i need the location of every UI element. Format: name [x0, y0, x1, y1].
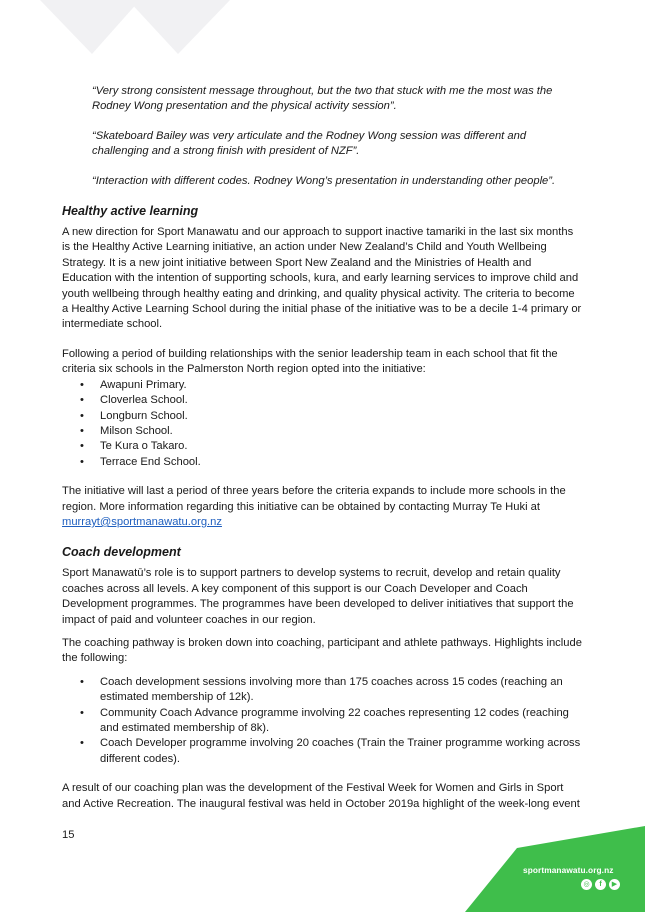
- paragraph: A new direction for Sport Manawatu and our approach to support inactive tamariki in the last six months is the Healthy Active Learning initiative, an action under New Zealand’s Child and Youth Wellbeing Strategy. It is a new joint initiative between Sport New Zealand and the Ministries of Health and Education with the intention of supporting schools, kura, and early learning services to improve child and youth wellbeing through healthy eating and drinking, and quality physical activity. The criteria to become a Healthy Active Learning School during the initial phase of the initiative was to be a decile 1-4 primary or intermediate school.: [62, 226, 582, 331]
- facebook-icon[interactable]: f: [595, 879, 606, 890]
- email-link[interactable]: murrayt@sportmanawatu.org.nz: [62, 515, 222, 528]
- highlights-list: [62, 675, 582, 767]
- page-content: [62, 84, 582, 812]
- list-item: • Coach Developer programme involving 20 coaches (Train the Trainer programme working across different codes).: [62, 736, 582, 767]
- quote: “Interaction with different codes. Rodney Wong’s presentation in understanding other people”.: [92, 174, 556, 187]
- instagram-icon[interactable]: ◎: [581, 879, 592, 890]
- paragraph-text: The initiative will last a period of three years before the criteria expands to include more schools in the region. More information regarding this initiative can be obtained by contacting Murray Te Huki at: [62, 485, 566, 513]
- list-item: • Community Coach Advance programme involving 22 coaches representing 12 codes (reaching and estimated membership of 8k).: [62, 706, 582, 737]
- list-item: • Longburn School.: [62, 409, 582, 424]
- quote: “Very strong consistent message throughout, but the two that stuck with me the most was the Rodney Wong presentation and the physical activity session”.: [92, 85, 553, 113]
- list-item: • Terrace End School.: [62, 455, 582, 470]
- list-item: • Te Kura o Takaro.: [62, 439, 582, 454]
- section-heading-healthy-active-learning: Healthy active learning: [62, 204, 199, 219]
- list-item: • Cloverlea School.: [62, 393, 582, 408]
- schools-list: [62, 378, 582, 470]
- paragraph: A result of our coaching plan was the development of the Festival Week for Women and Girls in Sport and Active Recreation. The inaugural festival was held in October 2019a highlight of the week-long event: [62, 782, 580, 810]
- footer-url[interactable]: sportmanawatu.org.nz: [523, 865, 614, 875]
- quote: “Skateboard Bailey was very articulate and the Rodney Wong session was different and challenging and a strong finish with president of NZF”.: [92, 129, 527, 158]
- list-item: • Awapuni Primary.: [62, 378, 582, 393]
- list-item: • Coach development sessions involving more than 175 coaches across 15 codes (reaching an estimated membership of 12k).: [62, 675, 582, 706]
- paragraph: Following a period of building relationships with the senior leadership team in each school that fit the criteria six schools in the Palmerston North region opted into the initiative:: [62, 347, 558, 376]
- paragraph: The coaching pathway is broken down into coaching, participant and athlete pathways. Highlights include the following:: [62, 636, 582, 665]
- section-heading-coach-development: Coach development: [62, 545, 181, 560]
- page-number: 15: [62, 829, 75, 841]
- chevron-decoration: [40, 0, 240, 58]
- list-item: • Milson School.: [62, 424, 582, 439]
- youtube-icon[interactable]: ▶: [609, 879, 620, 890]
- paragraph: [62, 484, 582, 530]
- paragraph: Sport Manawatū’s role is to support partners to develop systems to recruit, develop and retain quality coaches across all levels. A key component of this support is our Coach Developer and Coach Development programmes. The programmes have been developed to deliver initiatives that support the impact of paid and volunteer coaches in our region.: [62, 567, 574, 626]
